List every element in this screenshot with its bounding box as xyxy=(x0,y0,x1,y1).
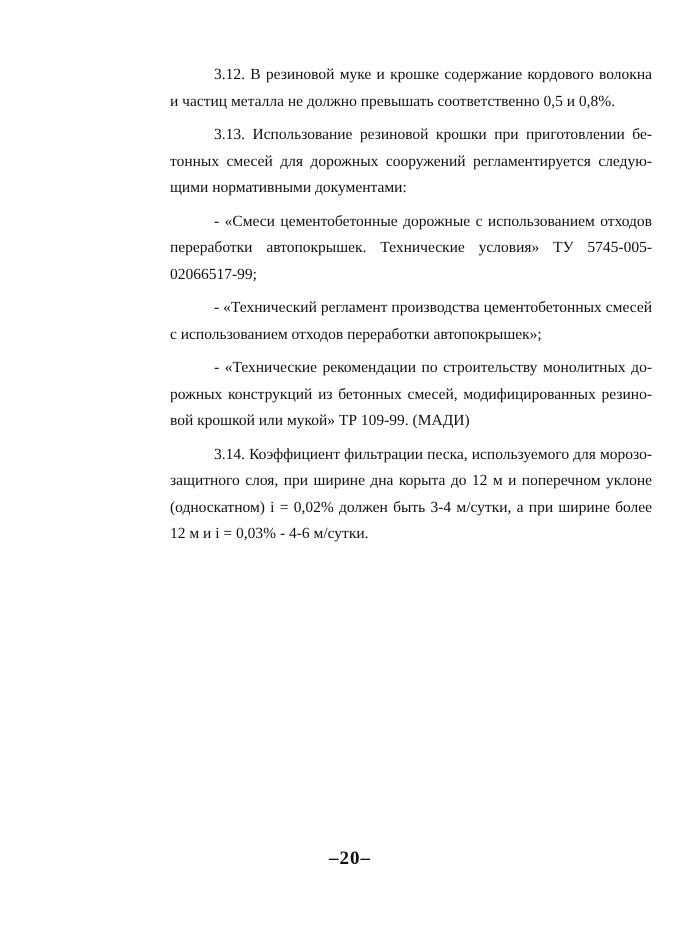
list-item-tr-109-99: - «Технические рекомендации по строительству монолитных дорожных конструкций из бетонных смесей, модифицированных резиновой крошкой или мукой» ТР 109-99. (МАДИ) xyxy=(170,359,652,429)
list-item-tu-5745: - «Смеси цементобетонные дорожные с использованием отходов переработки автопокрышек. Технические условия» ТУ 5745-005-02066517-99; xyxy=(170,212,652,283)
list-item-technical-regulation: - «Технический регламент производства цементобетонных смесей с использованием отходов переработки автопокрышек»; xyxy=(170,299,652,343)
document-body xyxy=(170,62,652,555)
paragraph-3-13: 3.13. Использование резиновой крошки при приготовлении бетонных смесей для дорожных сооружений регламентируется следующими нормативными документами: xyxy=(170,126,652,196)
paragraph-3-14: 3.14. Коэффициент фильтрации песка, используемого для морозозащитного слоя, при ширине дна корыта до 12 м и поперечном уклоне (односкатном) i = 0,02% должен быть 3-4 м/сутки, а при ширине более 12 м и i = 0,03% - 4-6 м/сутки. xyxy=(170,445,652,542)
page-number: –20– xyxy=(329,848,371,869)
paragraph-3-12: 3.12. В резиновой муке и крошке содержание кордового волокна и частиц металла не должно превышать соответственно 0,5 и 0,8%. xyxy=(170,66,652,110)
